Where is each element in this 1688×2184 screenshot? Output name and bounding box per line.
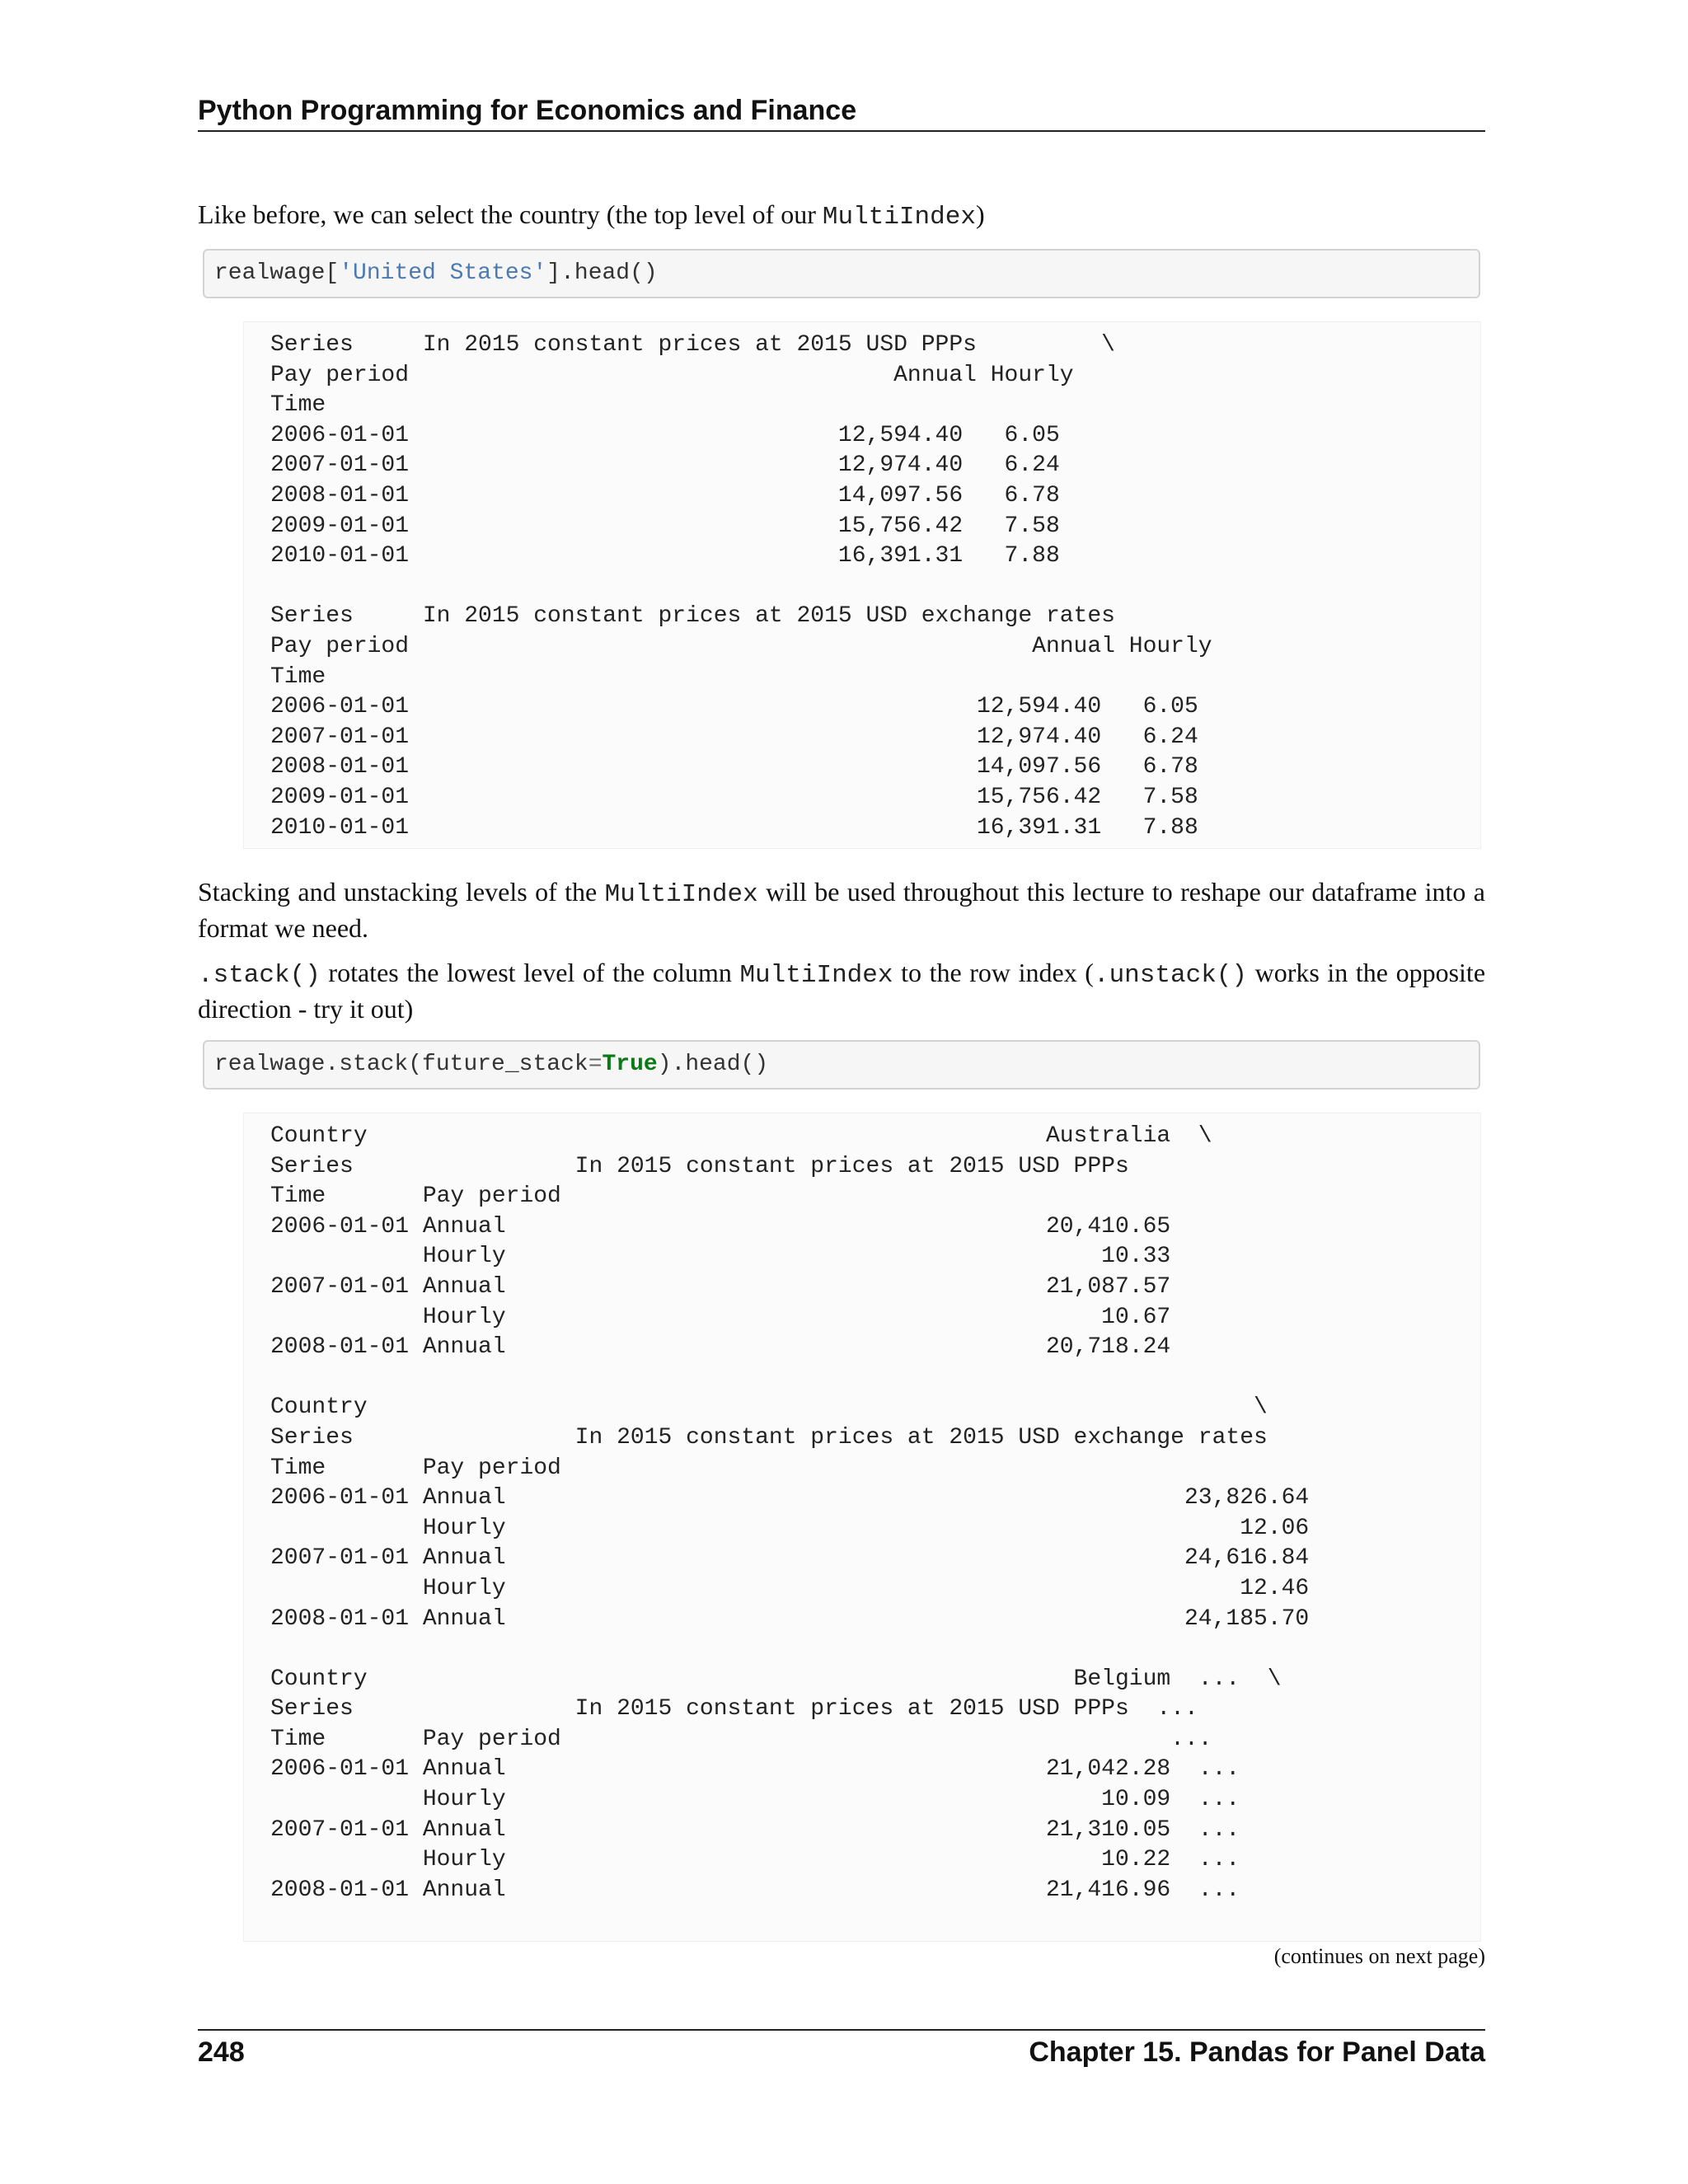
running-header: Python Programming for Economics and Finance [198, 95, 857, 126]
output-select-country: Series In 2015 constant prices at 2015 USD PPPs \ Pay period Annual Hourly Time 2006-01-01 12,594.40 6.05 2007-01-01 12,974.40 6.24 2008-01-01 14,097.56 6.78 2009-01-01 15,756.42 7.58 2010-01-01 16,391.31 7.88 Series In 2015 constant prices at 2015 USD exchange rates Pay period Annual Hourly Time 2006-01-01 12,594.40 6.05 2007-01-01 12,974.40 6.24 2008-01-01 14,097.56 6.78 2009-01-01 15,756.42 7.58 2010-01-01 16,391.31 7.88 [243, 321, 1481, 849]
paragraph-stacking: Stacking and unstacking levels of the MultiIndex will be used throughout this lecture to reshape our dataframe into a format we need. [198, 877, 1486, 943]
code-cell-stack[interactable]: realwage.stack(future_stack=True).head() [203, 1040, 1480, 1090]
footer-rule [198, 2029, 1485, 2031]
page-number: 248 [198, 2036, 245, 2068]
header-rule [198, 130, 1485, 132]
output-stack: Country Australia \ Series In 2015 constant prices at 2015 USD PPPs Time Pay period 2006-01-01 Annual 20,410.65 Hourly 10.33 2007-01-01 Annual 21,087.57 Hourly 10.67 2008-01-01 Annual 20,718.24 Country \ Series In 2015 constant prices at 2015 USD exchange rates Time Pay period 2006-01-01 Annual 23,826.64 Hourly 12.06 2007-01-01 Annual 24,616.84 Hourly 12.46 2008-01-01 Annual 24,185.70 Country Belgium ... \ Series In 2015 constant prices at 2015 USD PPPs ... Time Pay period ... 2006-01-01 Annual 21,042.28 ... Hourly 10.09 ... 2007-01-01 Annual 21,310.05 ... Hourly 10.22 ... 2008-01-01 Annual 21,416.96 ... [243, 1113, 1481, 1942]
inline-code: .stack() [198, 961, 321, 990]
inline-code: MultiIndex [822, 203, 976, 232]
inline-code: MultiIndex [739, 961, 893, 990]
code-cell-select-country[interactable]: realwage['United States'].head() [203, 249, 1480, 298]
inline-code: MultiIndex [604, 880, 758, 909]
paragraph-select-country: Like before, we can select the country (the top level of our MultiIndex) [198, 199, 985, 232]
inline-code: .unstack() [1093, 961, 1247, 990]
document-page [198, 0, 1485, 2184]
paragraph-stack-explained: .stack() rotates the lowest level of the column MultiIndex to the row index (.unstack() works in the opposite direction - try it out) [198, 958, 1486, 1024]
chapter-title: Chapter 15. Pandas for Panel Data [1029, 2036, 1485, 2068]
continues-note: (continues on next page) [1273, 1944, 1485, 1968]
